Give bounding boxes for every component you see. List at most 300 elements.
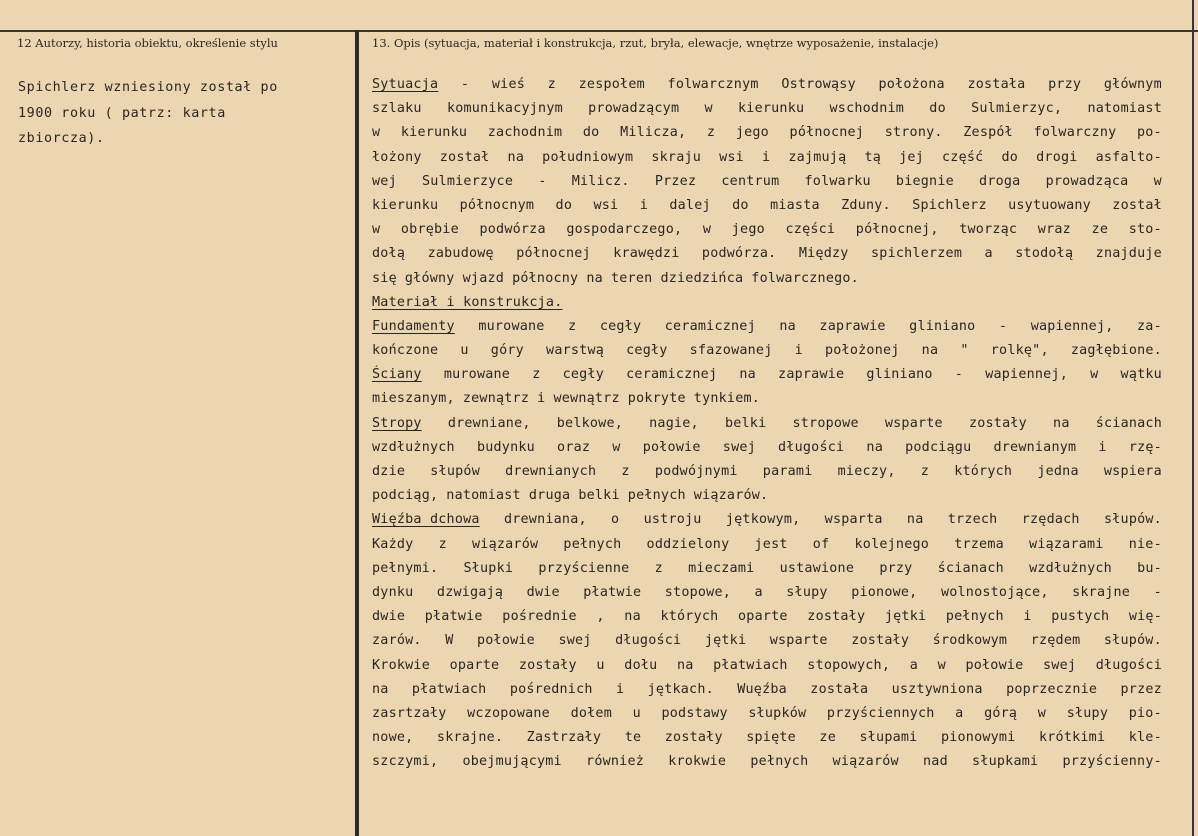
- word: u: [460, 343, 469, 359]
- word: ceramicznej: [626, 367, 718, 383]
- word: z: [532, 367, 541, 383]
- word: z: [920, 464, 930, 479]
- description-line: [372, 533, 1162, 557]
- word: wjazd: [462, 270, 505, 286]
- word: wspiera: [1103, 464, 1162, 479]
- word: głównym: [1103, 77, 1162, 92]
- word: pełnych: [627, 488, 686, 504]
- top-rule: [0, 30, 1198, 32]
- word: te: [624, 730, 642, 746]
- word: kierunku: [738, 101, 805, 117]
- word: został: [1112, 197, 1162, 213]
- word: rzędem: [1030, 633, 1081, 649]
- word: z: [621, 464, 630, 479]
- description-line: [372, 170, 1162, 194]
- word: swej: [558, 633, 592, 649]
- word: Między: [798, 246, 849, 262]
- word: główny: [404, 270, 455, 286]
- description-line: [372, 315, 1162, 339]
- word: trzema: [954, 536, 1004, 552]
- text-line: 1900 roku ( patrz: karta: [18, 105, 226, 121]
- word: Krokwie: [372, 657, 430, 673]
- authors-history-text: [18, 75, 338, 152]
- word: Wuęźba: [737, 681, 787, 697]
- word: w: [1037, 705, 1047, 721]
- word: rolkę",: [990, 343, 1049, 359]
- word: swej: [722, 439, 756, 455]
- word: wsparta: [824, 512, 883, 528]
- word: drewniana,: [503, 512, 587, 528]
- word: ,: [596, 609, 605, 625]
- word: belki: [724, 415, 767, 431]
- word: droga: [979, 173, 1021, 189]
- word: prowadzącym: [588, 101, 680, 117]
- word: część: [942, 149, 984, 165]
- word: parami: [762, 464, 813, 479]
- word: jętkowym,: [725, 512, 801, 528]
- word: -: [998, 318, 1008, 334]
- word: podwórza: [479, 222, 546, 238]
- word: podciąg,: [372, 488, 439, 504]
- word: pokryte: [627, 391, 686, 407]
- word: wątku: [1120, 367, 1162, 383]
- word: na: [624, 609, 641, 625]
- description-line: [372, 218, 1162, 242]
- word: znajduje: [1095, 246, 1162, 262]
- word: w: [937, 657, 946, 673]
- description-line: [372, 291, 1162, 315]
- word: Każdy: [372, 536, 414, 552]
- word: murowane: [478, 318, 545, 334]
- word: strony.: [884, 125, 943, 141]
- word: na: [507, 149, 525, 165]
- word: środkowym: [932, 633, 1008, 649]
- word: of: [812, 536, 830, 552]
- word: drewnianym: [993, 439, 1077, 455]
- word: północnej: [789, 125, 865, 141]
- word: w: [372, 222, 381, 238]
- word: bu-: [1137, 560, 1162, 576]
- word: płatwie: [424, 609, 483, 625]
- word: położona: [878, 77, 945, 92]
- word: został: [439, 149, 490, 165]
- word: jego: [731, 222, 765, 238]
- description-line: [372, 678, 1162, 702]
- word: oparte: [738, 609, 788, 625]
- description-line: [372, 387, 1162, 411]
- word: przyściennych: [826, 705, 935, 721]
- word: przyścienny-: [1062, 754, 1162, 770]
- description-line: [372, 460, 1162, 484]
- word: zostały: [518, 657, 577, 673]
- word: i: [615, 681, 625, 697]
- word: belki: [578, 488, 620, 504]
- description-line: [372, 702, 1162, 726]
- word: pośrednich: [509, 681, 593, 697]
- word: spichlerzem: [871, 246, 963, 262]
- word: słupy: [1066, 705, 1109, 721]
- word: w: [702, 222, 712, 238]
- word: pełnych: [563, 536, 622, 552]
- word: nowe,: [372, 730, 414, 746]
- section-heading: Więźba dchowa: [372, 512, 480, 528]
- description-line: [372, 654, 1162, 678]
- word: wolnostojące,: [940, 584, 1049, 600]
- word: góry: [490, 343, 524, 359]
- word: przy: [1048, 77, 1082, 92]
- description-line: [372, 436, 1162, 460]
- word: stropowe: [792, 415, 859, 431]
- word: o: [611, 512, 620, 528]
- description-line: [372, 194, 1162, 218]
- word: dzwigają: [436, 584, 504, 600]
- word: pośrednie: [502, 609, 577, 625]
- word: swej: [1043, 657, 1077, 673]
- word: jej: [899, 149, 924, 165]
- word: w: [1090, 367, 1099, 383]
- word: cegły: [562, 367, 605, 383]
- word: płatwiach: [411, 681, 487, 697]
- word: zostały: [807, 609, 866, 625]
- word: pełnych: [945, 609, 1004, 625]
- word: wiązarami: [1029, 536, 1104, 552]
- word: przyścienne: [538, 560, 630, 576]
- word: długości: [1095, 657, 1162, 673]
- word: zaprawie: [819, 318, 886, 334]
- section-heading: Sytuacja: [372, 77, 439, 92]
- word: z: [547, 77, 556, 92]
- word: których: [660, 609, 719, 625]
- word: górą: [984, 705, 1018, 721]
- word: wej: [372, 173, 397, 189]
- word: wsparte: [769, 633, 828, 649]
- word: a: [984, 246, 993, 262]
- word: przez: [1120, 681, 1162, 697]
- word: południowym: [542, 149, 634, 165]
- right-border: [1192, 0, 1194, 836]
- word: poprzecznie: [1006, 681, 1098, 697]
- word: wzdłużnych: [1029, 560, 1112, 576]
- word: -: [1153, 584, 1162, 600]
- description-text: [372, 73, 1162, 774]
- word: na: [677, 657, 694, 673]
- word: folwarcznego.: [751, 270, 859, 286]
- word: druga: [528, 488, 571, 504]
- word: wraz: [1037, 222, 1071, 238]
- word: połowie: [965, 657, 1024, 673]
- word: na: [372, 681, 389, 697]
- word: natomiast: [1087, 101, 1162, 117]
- word: drogi: [1036, 149, 1078, 165]
- section-heading: Fundamenty: [372, 318, 455, 334]
- word: pustych: [1051, 609, 1110, 625]
- word: wzdłużnych: [372, 439, 455, 455]
- word: i: [794, 343, 803, 359]
- word: i: [1023, 609, 1032, 625]
- word: biegnie: [895, 173, 954, 189]
- word: słupów.: [1103, 512, 1162, 528]
- word: wię-: [1128, 609, 1162, 625]
- word: za-: [1137, 318, 1162, 334]
- word: północnej: [516, 246, 591, 262]
- word: obejmującymi: [462, 754, 562, 770]
- word: Zespół: [963, 125, 1013, 141]
- word: na: [739, 367, 756, 383]
- word: pionowe,: [851, 584, 918, 600]
- word: podstawy: [661, 705, 728, 721]
- section-13-header: 13. Opis (sytuacja, materiał i konstrukcja, rzut, bryła, elewacje, wnętrze wyposażenie, instalacje): [372, 36, 939, 50]
- word: natomiast: [446, 488, 521, 504]
- word: dwie: [372, 609, 406, 625]
- word: kle-: [1128, 730, 1162, 746]
- description-line: [372, 97, 1162, 121]
- word: krawędzi: [613, 246, 680, 262]
- word: na: [586, 270, 603, 286]
- word: wapiennej,: [1030, 318, 1114, 334]
- word: podwójnymi: [654, 464, 738, 479]
- word: zostały: [968, 415, 1027, 431]
- description-line: [372, 73, 1162, 97]
- word: trzech: [947, 512, 998, 528]
- word: połowie: [642, 439, 701, 455]
- word: zabudowę: [427, 246, 494, 262]
- word: wiązarów: [832, 754, 899, 770]
- word: pio-: [1128, 705, 1162, 721]
- word: zostały: [851, 633, 910, 649]
- word: belkowe,: [556, 415, 624, 431]
- word: słupami: [859, 730, 918, 746]
- word: kończone: [372, 343, 439, 359]
- word: wsi: [593, 197, 619, 213]
- word: w: [372, 125, 381, 141]
- word: usztywniona: [891, 681, 983, 697]
- word: wapiennej,: [985, 367, 1069, 383]
- word: słupków: [748, 705, 807, 721]
- word: -: [538, 173, 547, 189]
- description-line: [372, 242, 1162, 266]
- word: szlaku: [372, 101, 422, 117]
- word: asfalto-: [1095, 149, 1162, 165]
- word: Zduny.: [841, 197, 891, 213]
- word: dzie: [372, 464, 406, 479]
- word: słupkami: [972, 754, 1039, 770]
- word: dwie: [526, 584, 560, 600]
- word: zasrtzały: [372, 705, 447, 721]
- word: podwórza.: [701, 246, 777, 262]
- word: prowadząca: [1045, 173, 1129, 189]
- text-line: zbiorcza).: [18, 131, 105, 146]
- word: w: [612, 439, 621, 455]
- word: połowie: [476, 633, 535, 649]
- word: północnej,: [855, 222, 939, 238]
- word: słupów.: [1103, 633, 1162, 649]
- word: na: [1053, 415, 1070, 431]
- word: u: [632, 705, 641, 721]
- word: zajmują: [788, 149, 847, 165]
- word: Sulmierzyc,: [971, 101, 1063, 117]
- word: słupów: [430, 464, 480, 479]
- word: do: [732, 197, 749, 213]
- word: folwarku: [804, 173, 871, 189]
- word: szczymi,: [372, 754, 439, 770]
- word: z: [568, 318, 577, 334]
- word: podciągu: [905, 439, 972, 455]
- word: drewnianych: [505, 464, 597, 479]
- description-line: [372, 605, 1162, 629]
- word: rzę-: [1128, 439, 1162, 455]
- word: ścianach: [937, 560, 1004, 576]
- word: których: [954, 464, 1013, 479]
- word: mieczy,: [837, 464, 896, 479]
- word: gliniano: [866, 367, 933, 383]
- word: również: [586, 754, 645, 770]
- description-line: [372, 581, 1162, 605]
- word: skrajne: [1072, 584, 1131, 600]
- word: u: [596, 657, 605, 673]
- word: tą: [864, 149, 882, 165]
- word: na: [779, 318, 796, 334]
- word: Milicz.: [571, 173, 630, 189]
- text-line: Spichlerz wzniesiony został po: [18, 80, 278, 95]
- word: centrum: [721, 173, 780, 189]
- word: jętkach.: [647, 681, 714, 697]
- word: i: [1098, 439, 1107, 455]
- word: pełnymi.: [372, 560, 439, 576]
- word: gliniano: [909, 318, 976, 334]
- word: jętki: [884, 609, 927, 625]
- word: -: [954, 367, 964, 383]
- word: dziedzińca: [660, 270, 744, 286]
- word: dalej: [669, 197, 711, 213]
- word: skrajne.: [436, 730, 504, 746]
- word: ustawione: [779, 560, 855, 576]
- word: części: [785, 222, 836, 238]
- word: do: [555, 197, 573, 213]
- word: warstwą: [546, 343, 605, 359]
- word: położonej: [825, 343, 900, 359]
- description-line: [372, 339, 1162, 363]
- word: Spichlerz: [912, 197, 987, 213]
- word: spięte: [746, 730, 796, 746]
- word: nad: [923, 754, 948, 770]
- word: jętki: [704, 633, 747, 649]
- word: mieczami: [688, 560, 755, 576]
- word: stopowych,: [807, 657, 891, 673]
- word: jedna: [1037, 464, 1079, 479]
- word: gospodarczego,: [566, 222, 683, 238]
- word: do: [582, 125, 600, 141]
- word: została: [810, 681, 869, 697]
- word: a: [955, 705, 964, 721]
- word: w: [1153, 173, 1162, 189]
- word: oraz: [557, 439, 591, 455]
- section-heading: Materiał i konstrukcja.: [372, 294, 563, 310]
- word: krótkimi: [1038, 730, 1106, 746]
- word: ceramicznej: [664, 318, 756, 334]
- description-line: [372, 484, 1162, 508]
- word: płatwie: [583, 584, 642, 600]
- word: wschodnim: [829, 101, 905, 117]
- word: na: [921, 343, 939, 359]
- word: długości: [778, 439, 845, 455]
- word: nie-: [1128, 536, 1162, 552]
- word: cegły: [599, 318, 642, 334]
- word: usytuowany: [1008, 197, 1091, 213]
- word: łożony: [372, 149, 422, 165]
- section-heading: Ściany: [372, 367, 422, 383]
- word: zespołem: [578, 77, 645, 92]
- word: jest: [754, 536, 788, 552]
- word: Słupki: [463, 560, 514, 576]
- word: do: [929, 101, 946, 117]
- word: dołu: [624, 657, 658, 673]
- word: wieś: [491, 77, 526, 92]
- word: zagłębione.: [1070, 343, 1162, 359]
- section-heading: Stropy: [372, 415, 422, 431]
- word: Sulmierzyce: [422, 173, 514, 189]
- word: dołem: [570, 705, 612, 721]
- word: północny: [512, 270, 579, 286]
- word: do: [1001, 149, 1019, 165]
- description-line: [372, 267, 1162, 291]
- word: W: [445, 633, 454, 649]
- word: pełnych: [750, 754, 809, 770]
- word: z: [654, 560, 663, 576]
- word: i: [639, 197, 648, 213]
- word: budynku: [476, 439, 535, 455]
- word: płatwiach: [713, 657, 788, 673]
- word: obrębie: [400, 222, 459, 238]
- description-line: [372, 146, 1162, 170]
- word: krokwie: [668, 754, 727, 770]
- word: została: [967, 77, 1026, 92]
- word: zaprawie: [778, 367, 845, 383]
- word: wiązarów.: [693, 488, 769, 504]
- word: Zastrzały: [526, 730, 602, 746]
- word: wiązarów: [472, 536, 539, 552]
- word: ze: [1091, 222, 1109, 238]
- word: drewniane,: [447, 415, 531, 431]
- description-line: [372, 363, 1162, 387]
- word: tworząc: [959, 222, 1018, 238]
- word: stodołą: [1015, 246, 1074, 262]
- word: zachodnim: [487, 125, 563, 141]
- description-line: [372, 557, 1162, 581]
- word: skraju: [651, 149, 702, 165]
- word: z: [438, 536, 447, 552]
- word: kierunku: [400, 125, 468, 141]
- word: teren: [610, 270, 653, 286]
- word: stopowe,: [664, 584, 732, 600]
- word: tynkiem.: [693, 391, 761, 407]
- description-line: [372, 629, 1162, 653]
- word: północnym: [459, 197, 535, 213]
- word: wewnątrz: [553, 391, 620, 407]
- word: nagie,: [649, 415, 699, 431]
- word: z: [706, 125, 716, 141]
- word: kierunku: [372, 197, 439, 213]
- word: wczopowane: [467, 705, 550, 721]
- description-line: [372, 508, 1162, 532]
- word: pionowymi: [940, 730, 1016, 746]
- word: Milicza,: [620, 125, 687, 141]
- word: oparte: [449, 657, 500, 673]
- word: po-: [1136, 125, 1162, 141]
- word: rzędach: [1021, 512, 1080, 528]
- word: komunikacyjnym: [446, 101, 563, 117]
- word: i: [537, 391, 546, 407]
- word: zostały: [664, 730, 723, 746]
